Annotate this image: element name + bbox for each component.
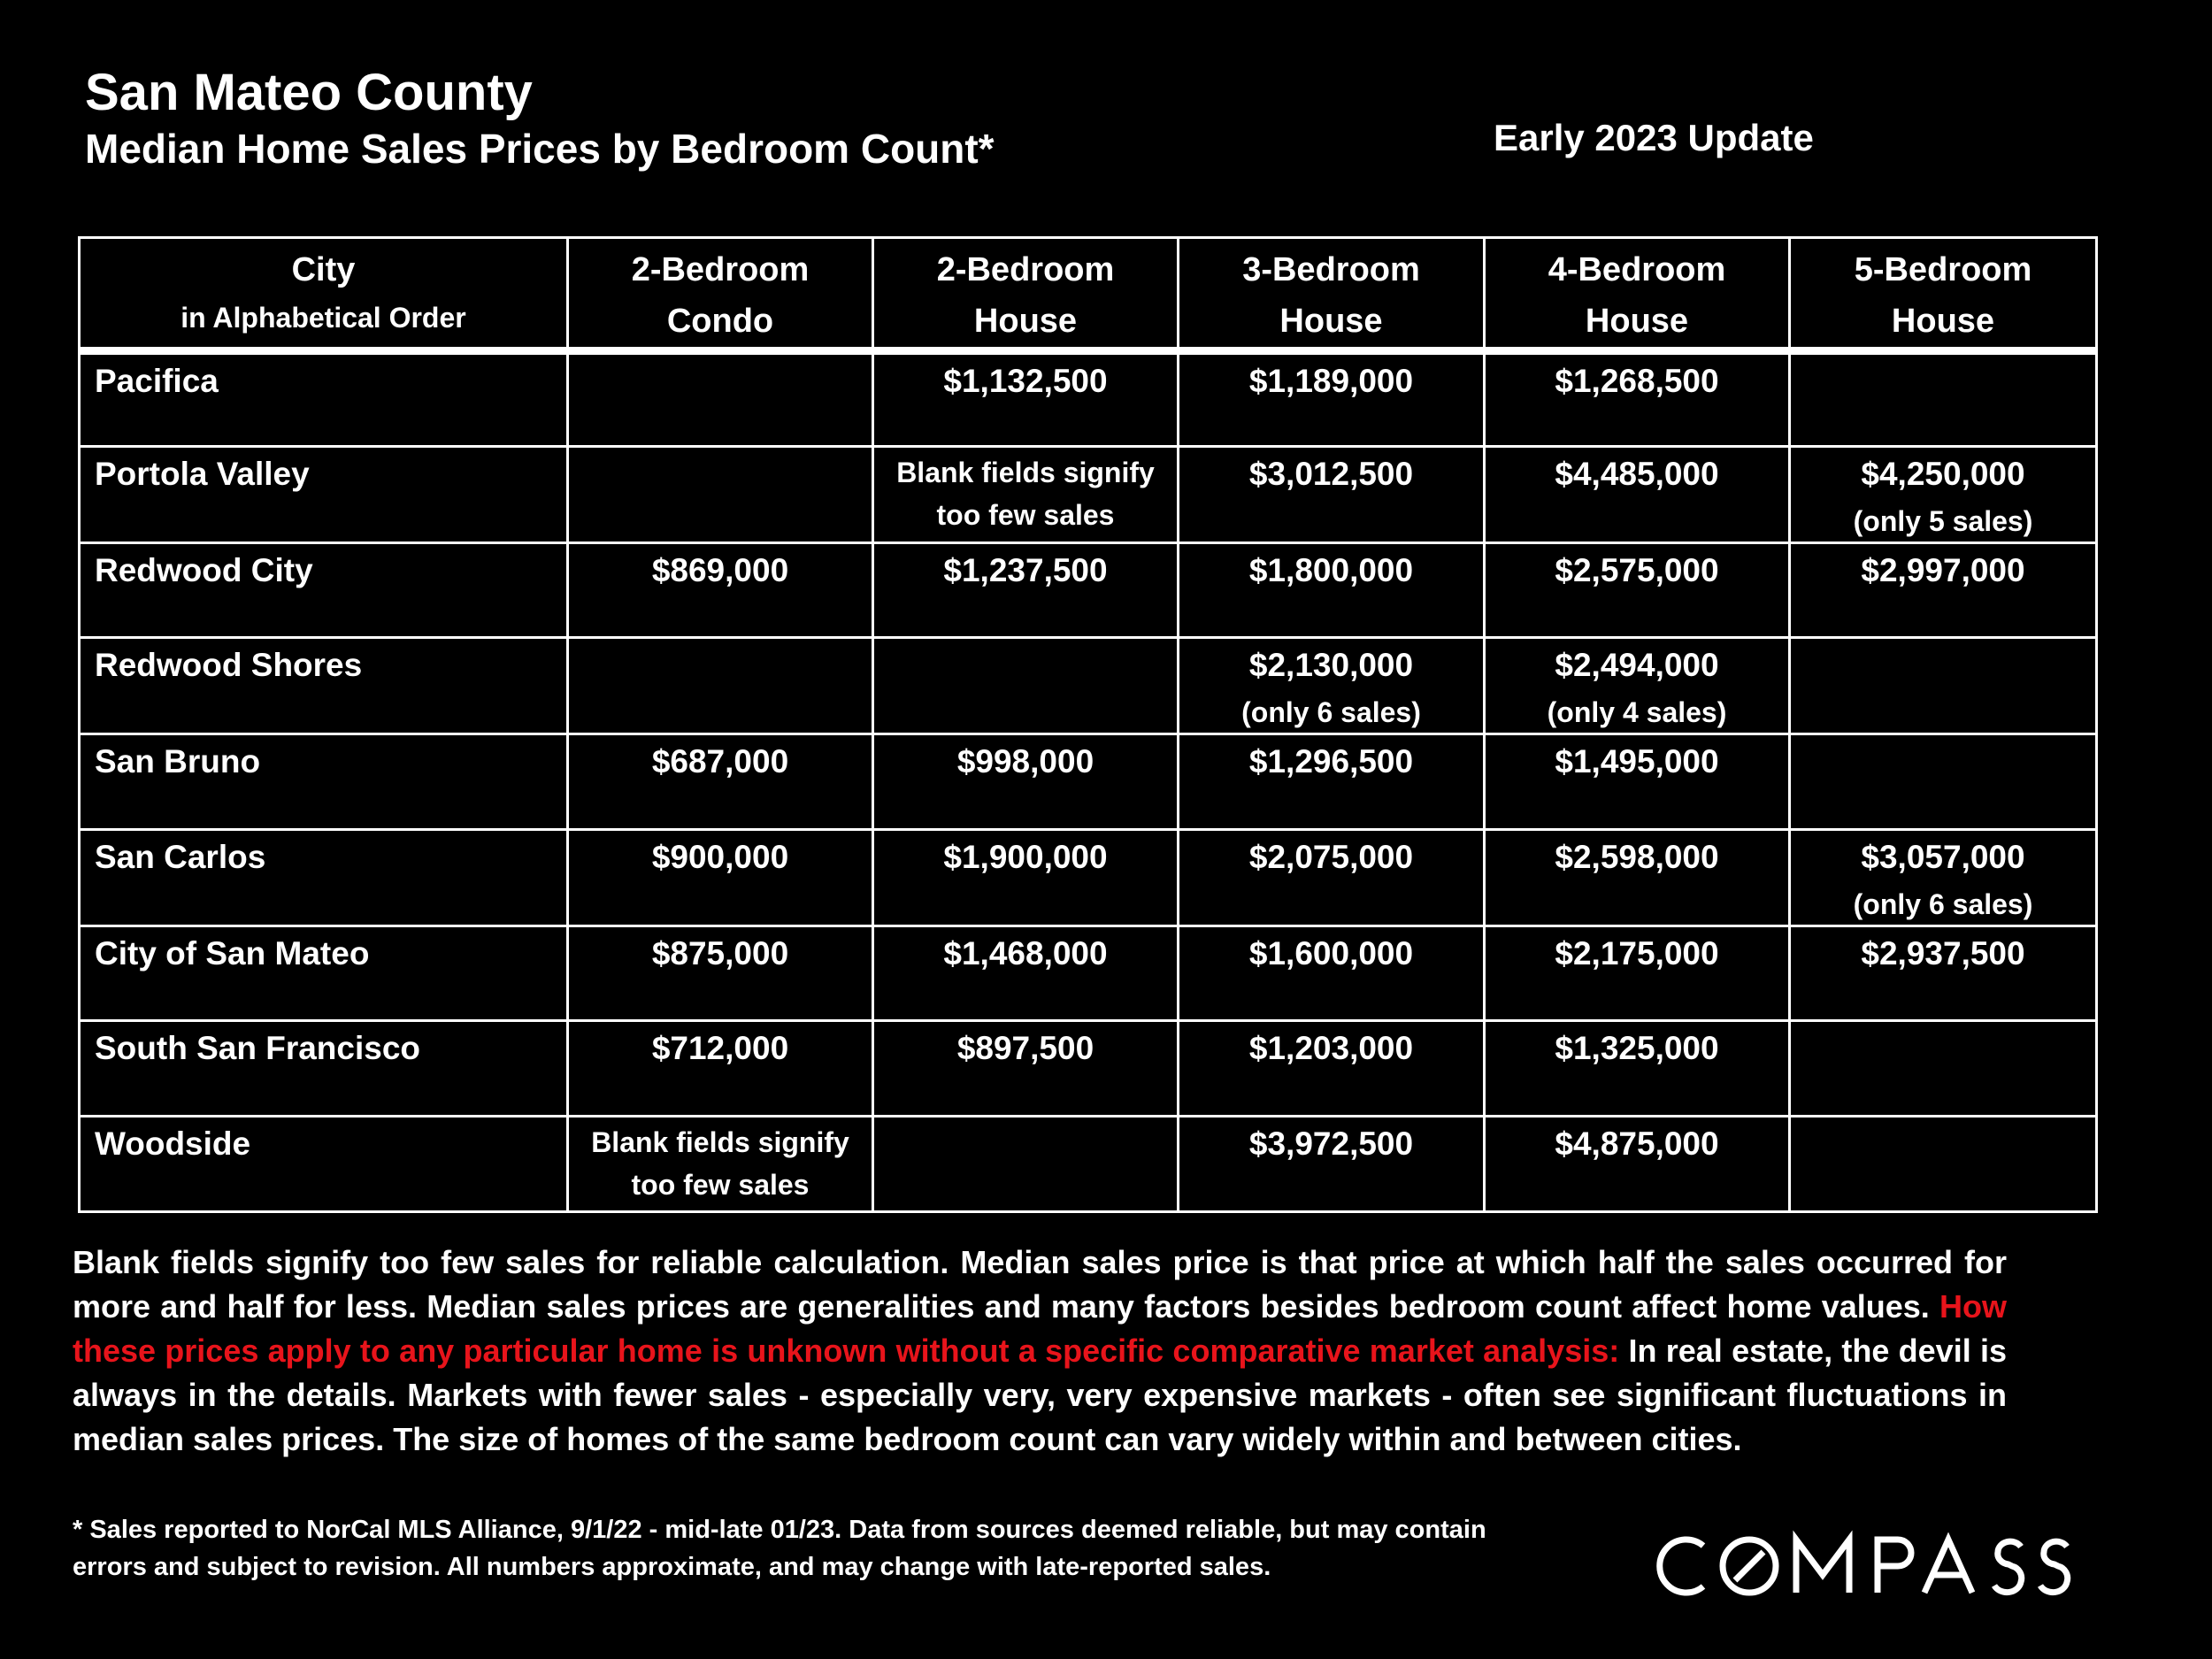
city-cell: South San Francisco (80, 1021, 568, 1117)
column-header-line1: 4-Bedroom (1548, 251, 1726, 288)
price-value: $900,000 (651, 838, 789, 875)
price-cell (1485, 351, 1790, 447)
price-cell (1790, 1021, 2097, 1117)
blank-fields-note: Blank fields signify (896, 456, 1155, 488)
price-cell (873, 446, 1179, 542)
price-value: $1,800,000 (1248, 551, 1414, 588)
table-body (80, 351, 2097, 1212)
price-cell (1179, 1021, 1485, 1117)
price-cell (1485, 734, 1790, 830)
column-header-2 (873, 238, 1179, 351)
city-cell: San Bruno (80, 734, 568, 830)
price-cell (873, 926, 1179, 1021)
price-value: $4,250,000 (1861, 455, 2025, 492)
price-cell (1485, 446, 1790, 542)
table-row (80, 1021, 2097, 1117)
price-table (78, 236, 2098, 1213)
table-row (80, 1116, 2097, 1211)
price-cell (873, 829, 1179, 926)
price-cell (1790, 542, 2097, 638)
price-cell (1790, 926, 2097, 1021)
price-cell (1790, 351, 2097, 447)
table-header-row (80, 238, 2097, 351)
price-value: $897,500 (956, 1030, 1094, 1067)
price-cell (1179, 1116, 1485, 1211)
city-cell: Pacifica (80, 351, 568, 447)
price-value: $2,075,000 (1248, 838, 1414, 875)
table-row (80, 542, 2097, 638)
price-cell (1179, 829, 1485, 926)
price-cell (1485, 926, 1790, 1021)
table-row (80, 351, 2097, 447)
city-cell: Woodside (80, 1116, 568, 1211)
price-cell (1179, 638, 1485, 734)
page-title: San Mateo County (85, 64, 533, 121)
price-cell (1790, 734, 2097, 830)
disclaimer-highlight: How these prices apply to any particular home is unknown without a specific comparative market analysis: (73, 1288, 2007, 1369)
price-cell (568, 1116, 873, 1211)
price-cell (1790, 1116, 2097, 1211)
price-value: $1,600,000 (1248, 934, 1414, 972)
column-header-line1: 5-Bedroom (1854, 251, 2032, 288)
price-value: $3,972,500 (1248, 1125, 1414, 1162)
column-header-line1: 2-Bedroom (936, 251, 1115, 288)
price-value: $4,875,000 (1555, 1125, 1719, 1162)
price-value: $2,130,000 (1248, 647, 1414, 684)
price-value: $2,175,000 (1555, 934, 1719, 972)
blank-fields-note: too few sales (936, 498, 1115, 531)
price-cell (873, 638, 1179, 734)
column-header-0 (80, 238, 568, 351)
price-value: $1,237,500 (943, 551, 1108, 588)
price-cell (873, 542, 1179, 638)
column-header-5 (1790, 238, 2097, 351)
disclaimer-text (73, 1240, 2007, 1462)
column-header-line2: House (1891, 303, 1995, 340)
city-cell: Redwood Shores (80, 638, 568, 734)
column-header-3 (1179, 238, 1485, 351)
price-value: $1,900,000 (943, 838, 1108, 875)
column-header-line2: House (1585, 303, 1689, 340)
city-cell: City of San Mateo (80, 926, 568, 1021)
price-cell (1790, 638, 2097, 734)
price-value: $3,057,000 (1861, 838, 2025, 875)
table-row (80, 734, 2097, 830)
price-value: $1,203,000 (1248, 1030, 1414, 1067)
price-value: $687,000 (651, 743, 789, 780)
column-header-line2: House (973, 303, 1078, 340)
table-row (80, 446, 2097, 542)
price-value: $1,468,000 (943, 934, 1108, 972)
price-value: $712,000 (651, 1030, 789, 1067)
price-value: $869,000 (651, 551, 789, 588)
price-cell (873, 1021, 1179, 1117)
price-cell (568, 542, 873, 638)
sales-count-note: (only 5 sales) (1853, 504, 2033, 537)
sales-count-note: (only 6 sales) (1853, 887, 2033, 920)
price-cell (1179, 351, 1485, 447)
price-value: $998,000 (956, 743, 1094, 780)
price-cell (1179, 926, 1485, 1021)
blank-fields-note: too few sales (631, 1168, 810, 1201)
price-value: $4,485,000 (1555, 455, 1719, 492)
table-row (80, 926, 2097, 1021)
price-value: $2,494,000 (1555, 647, 1719, 684)
price-cell (873, 734, 1179, 830)
disclaimer-part1: Blank fields signify too few sales for reliable calculation. Median sales price is that price at which half the sales occurred for more and half for less. Median sales prices are generalities and many factors besides bedroom count affect home values. (73, 1244, 2007, 1325)
price-cell (1790, 446, 2097, 542)
table-row (80, 638, 2097, 734)
price-value: $1,495,000 (1555, 743, 1719, 780)
price-cell (1485, 829, 1790, 926)
city-cell: Portola Valley (80, 446, 568, 542)
update-label: Early 2023 Update (1494, 117, 1814, 158)
price-value: $1,325,000 (1555, 1030, 1719, 1067)
price-cell (1485, 1116, 1790, 1211)
price-value: $3,012,500 (1248, 455, 1414, 492)
price-cell (1179, 542, 1485, 638)
price-value: $1,132,500 (943, 363, 1108, 399)
price-value: $2,598,000 (1555, 838, 1719, 875)
column-header-line2: in Alphabetical Order (180, 302, 466, 334)
price-cell (1485, 1021, 1790, 1117)
price-value: $1,189,000 (1248, 363, 1414, 399)
price-value: $2,937,500 (1861, 934, 2025, 972)
price-value: $2,997,000 (1861, 551, 2025, 588)
column-header-4 (1485, 238, 1790, 351)
price-cell (873, 1116, 1179, 1211)
column-header-line1: City (291, 251, 356, 288)
price-value: $875,000 (651, 934, 789, 972)
price-cell (873, 351, 1179, 447)
price-value: $1,268,500 (1555, 363, 1719, 399)
price-value: $1,296,500 (1248, 743, 1414, 780)
sales-count-note: (only 6 sales) (1241, 696, 1421, 729)
price-cell (568, 926, 873, 1021)
disclaimer-part2: In real estate, the devil is always in the details. Markets with fewer sales - especially very, very expensive markets - often see significant fluctuations in median sales prices. The size of homes of the same bedroom count can vary widely within and between cities. (73, 1333, 2007, 1457)
price-cell (1485, 638, 1790, 734)
column-header-line1: 2-Bedroom (631, 251, 810, 288)
price-cell (568, 446, 873, 542)
price-cell (1790, 829, 2097, 926)
price-cell (568, 1021, 873, 1117)
price-cell (568, 734, 873, 830)
price-cell (568, 638, 873, 734)
city-cell: San Carlos (80, 829, 568, 926)
column-header-line1: 3-Bedroom (1242, 251, 1420, 288)
price-value: $2,575,000 (1555, 551, 1719, 588)
column-header-line2: House (1279, 303, 1383, 340)
sales-count-note: (only 4 sales) (1547, 696, 1727, 729)
compass-logo (1655, 1519, 2124, 1601)
price-cell (1179, 446, 1485, 542)
price-cell (1485, 542, 1790, 638)
price-cell (568, 351, 873, 447)
footnote: * Sales reported to NorCal MLS Alliance, 9/1/22 - mid-late 01/23. Data from sources deemed reliable, but may contain errors and subject to revision. All numbers approximate, and may change with late-reported sales. (73, 1516, 1486, 1581)
column-header-line2: Condo (666, 303, 774, 340)
table-row (80, 829, 2097, 926)
column-header-1 (568, 238, 873, 351)
city-cell: Redwood City (80, 542, 568, 638)
price-cell (1179, 734, 1485, 830)
page-subtitle: Median Home Sales Prices by Bedroom Count* (85, 126, 995, 172)
price-cell (568, 829, 873, 926)
svg-text:COMPASS: COMPASS (1655, 1519, 1724, 1534)
blank-fields-note: Blank fields signify (591, 1125, 849, 1158)
